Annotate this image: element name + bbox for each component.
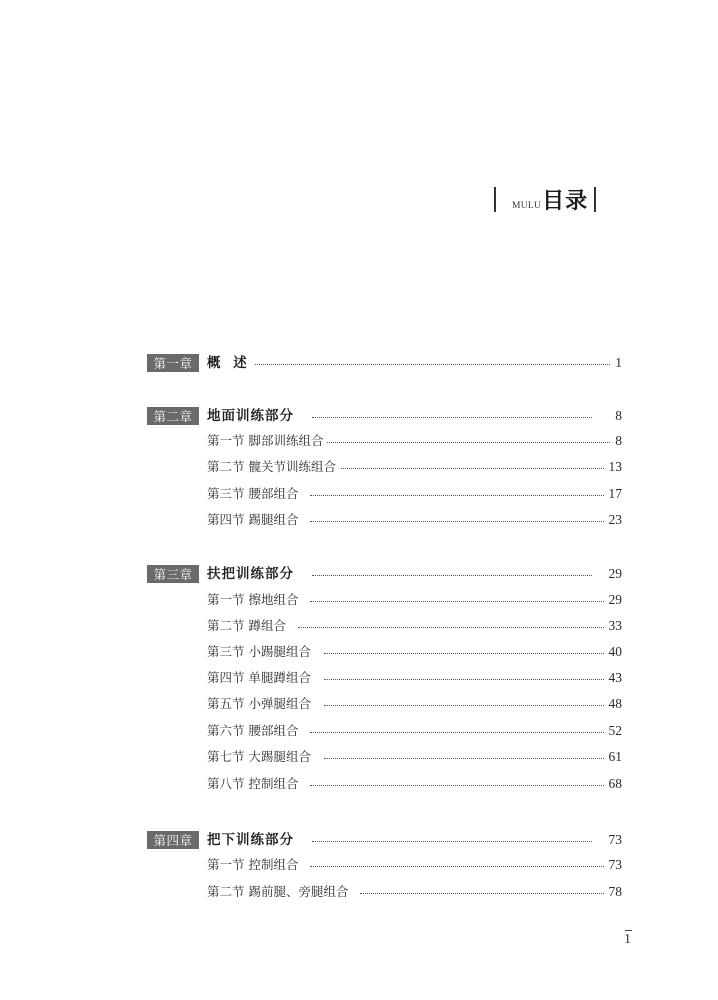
folio-rule [625, 930, 632, 931]
dot-leader [330, 468, 614, 469]
chapter-row[interactable] [0, 830, 718, 850]
chapter-title: 概 述 [207, 353, 255, 373]
page-number: 78 [605, 882, 623, 902]
folio-page-number: 1 [624, 932, 631, 947]
page-number: 33 [605, 616, 623, 636]
dot-leader [324, 653, 614, 654]
section-title: 第六节 腰部组合 [207, 721, 302, 741]
page-number: 48 [605, 694, 623, 714]
section-title: 第一节 擦地组合 [207, 590, 302, 610]
section-row[interactable] [0, 642, 718, 662]
dot-leader [324, 679, 614, 680]
page-number: 52 [605, 721, 623, 741]
chapter-row[interactable] [0, 564, 718, 584]
section-title: 第一节 脚部训练组合 [207, 431, 327, 451]
section-title: 第四节 单腿蹲组合 [207, 668, 315, 688]
section-title: 第二节 蹲组合 [207, 616, 290, 636]
dot-leader [310, 866, 614, 867]
section-row[interactable] [0, 855, 718, 875]
dot-leader [246, 364, 614, 365]
header-pinyin: MULU [512, 201, 542, 211]
chapter-row[interactable] [0, 406, 718, 426]
chapter-row[interactable] [0, 353, 718, 373]
dot-leader [310, 521, 614, 522]
page-number: 29 [605, 564, 623, 584]
header-title: 目录 [542, 188, 589, 214]
section-row[interactable] [0, 484, 718, 504]
section-row[interactable] [0, 882, 718, 902]
dot-leader [312, 417, 592, 418]
section-title: 第四节 踢腿组合 [207, 510, 302, 530]
page-number: 73 [605, 830, 623, 850]
dot-leader [312, 841, 592, 842]
page-number: 40 [605, 642, 623, 662]
page-number: 29 [605, 590, 623, 610]
page-number: 73 [605, 855, 623, 875]
section-row[interactable] [0, 774, 718, 794]
section-title: 第七节 大踢腿组合 [207, 747, 315, 767]
chapter-badge: 第四章 [147, 831, 199, 849]
chapter-badge: 第三章 [147, 565, 199, 583]
section-title: 第五节 小弹腿组合 [207, 694, 315, 714]
section-row[interactable] [0, 616, 718, 636]
section-row[interactable] [0, 431, 718, 451]
page-number: 8 [611, 431, 622, 451]
dot-leader [310, 601, 614, 602]
section-row[interactable] [0, 457, 718, 477]
page-number: 23 [605, 510, 623, 530]
dot-leader [320, 442, 614, 443]
chapter-badge: 第一章 [147, 354, 199, 372]
chapter-title: 地面训练部分 [207, 406, 298, 426]
dot-leader [324, 758, 614, 759]
dot-leader [310, 732, 614, 733]
chapter-title: 扶把训练部分 [207, 564, 298, 584]
section-row[interactable] [0, 721, 718, 741]
toc-header [494, 184, 596, 214]
header-left-bar [494, 187, 496, 212]
chapter-badge: 第二章 [147, 407, 199, 425]
dot-leader [310, 495, 614, 496]
section-row[interactable] [0, 694, 718, 714]
dot-leader [324, 705, 614, 706]
header-right-bar [594, 187, 596, 212]
page-number: 8 [611, 406, 622, 426]
section-title: 第三节 小踢腿组合 [207, 642, 315, 662]
dot-leader [360, 893, 614, 894]
page-number: 61 [605, 747, 623, 767]
section-row[interactable] [0, 590, 718, 610]
dot-leader [298, 627, 614, 628]
section-title: 第二节 踢前腿、旁腿组合 [207, 882, 352, 902]
dot-leader [310, 785, 614, 786]
section-row[interactable] [0, 668, 718, 688]
section-title: 第二节 髋关节训练组合 [207, 457, 340, 477]
page-number: 68 [605, 774, 623, 794]
dot-leader [312, 575, 592, 576]
page-number: 43 [605, 668, 623, 688]
page-number: 13 [605, 457, 623, 477]
page-number: 1 [611, 353, 622, 373]
section-row[interactable] [0, 510, 718, 530]
chapter-title: 把下训练部分 [207, 830, 298, 850]
section-title: 第三节 腰部组合 [207, 484, 302, 504]
section-title: 第八节 控制组合 [207, 774, 302, 794]
section-row[interactable] [0, 747, 718, 767]
page-number: 17 [605, 484, 623, 504]
section-title: 第一节 控制组合 [207, 855, 302, 875]
